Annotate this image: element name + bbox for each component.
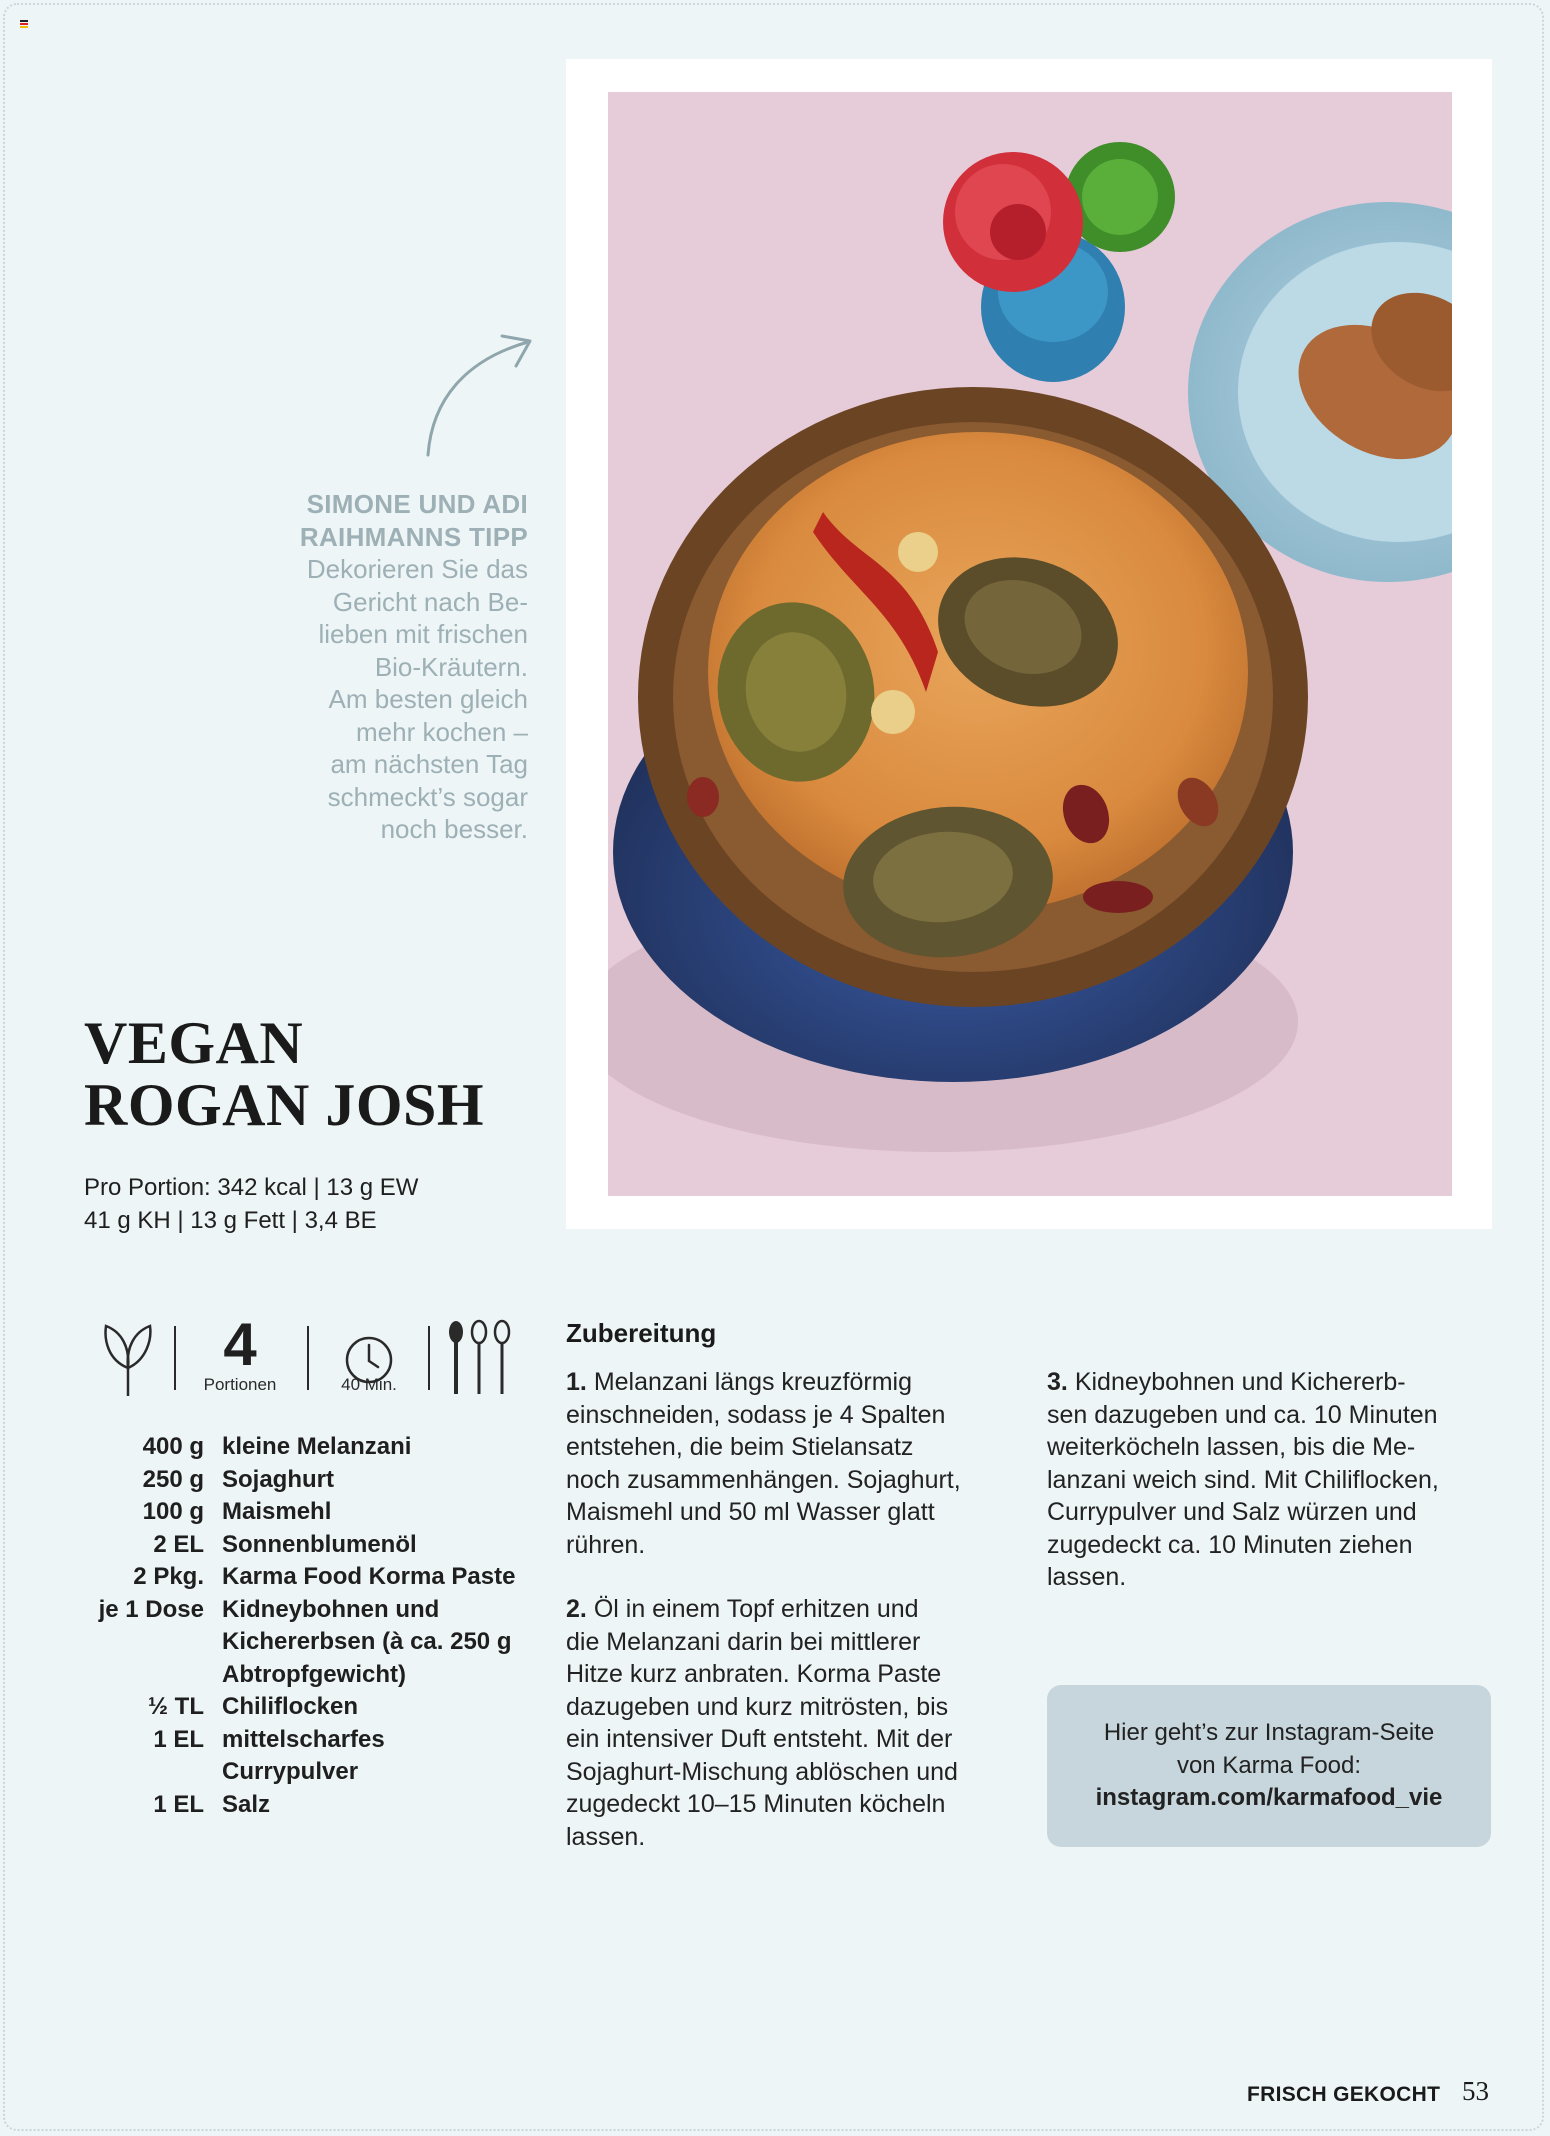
step-line: Hitze kurz anbraten. Korma Paste bbox=[566, 1660, 942, 1688]
tip-line: schmeckt’s sogar bbox=[327, 781, 528, 812]
title-line1: VEGAN bbox=[84, 1010, 304, 1076]
instagram-link[interactable]: instagram.com/karmafood_vie bbox=[1095, 1784, 1443, 1812]
ingredient-row bbox=[84, 1529, 534, 1562]
instagram-line2: von Karma Food: bbox=[1176, 1751, 1362, 1779]
ingredient-row bbox=[84, 1431, 534, 1464]
ingredient-qty: ½ TL bbox=[147, 1693, 204, 1720]
recipe-title bbox=[84, 1012, 554, 1136]
step-line: noch zusammenhängen. Sojaghurt, bbox=[566, 1465, 961, 1494]
step-1 bbox=[566, 1366, 1016, 1561]
step-line: lassen. bbox=[1047, 1563, 1127, 1591]
ingredient-qty: 2 Pkg. bbox=[133, 1563, 204, 1590]
ingredient-row bbox=[84, 1724, 534, 1757]
tip-line: Dekorieren Sie das bbox=[306, 554, 528, 584]
ingredient-row bbox=[84, 1789, 534, 1822]
divider bbox=[174, 1326, 176, 1390]
ingredient-name: Salz bbox=[222, 1790, 271, 1818]
divider bbox=[428, 1326, 430, 1390]
servings-number: 4 bbox=[223, 1311, 257, 1378]
ingredient-qty: 2 EL bbox=[153, 1530, 204, 1558]
ingredient-row bbox=[84, 1659, 534, 1692]
ingredient-name: Sojaghurt bbox=[222, 1465, 334, 1493]
ingredient-qty: 400 g bbox=[142, 1433, 204, 1460]
step-line: weiterköcheln lassen, bis die Me- bbox=[1047, 1433, 1416, 1461]
ingredient-qty: 250 g bbox=[142, 1465, 204, 1493]
tip-line: Gericht nach Be- bbox=[332, 586, 528, 617]
curry-dish-photo bbox=[608, 92, 1452, 1196]
photo-frame bbox=[566, 59, 1492, 1229]
ingredient-qty: 1 EL bbox=[153, 1790, 204, 1818]
step-line: Maismehl und 50 ml Wasser glatt bbox=[566, 1498, 935, 1526]
nutrition-line1: Pro Portion: 342 kcal | 13 g EW bbox=[84, 1174, 419, 1201]
step-line: dazugeben und kurz mitrösten, bis bbox=[566, 1692, 949, 1721]
step-line: Currypulver und Salz würzen und bbox=[1047, 1498, 1417, 1526]
step-number: 1. bbox=[566, 1368, 587, 1396]
ingredient-name: kleine Melanzani bbox=[222, 1433, 412, 1460]
step-line: Kidneybohnen und Kichererb- bbox=[1074, 1368, 1406, 1396]
plant-icon bbox=[100, 1318, 160, 1398]
step-number: 2. bbox=[566, 1595, 587, 1623]
chef-tip bbox=[230, 488, 528, 846]
title-line2: ROGAN JOSH bbox=[84, 1072, 485, 1138]
ingredient-name: Abtropfgewicht) bbox=[222, 1660, 406, 1688]
instagram-line1: Hier geht’s zur Instagram-Seite bbox=[1103, 1719, 1435, 1747]
ingredient-qty bbox=[84, 1756, 222, 1789]
step-line: zugedeckt ca. 10 Minuten ziehen bbox=[1047, 1530, 1413, 1559]
ingredient-row bbox=[84, 1496, 534, 1529]
ingredient-list bbox=[84, 1431, 534, 1821]
step-line: lassen. bbox=[566, 1822, 646, 1851]
preparation-column-2 bbox=[1047, 1366, 1497, 1626]
tip-line: mehr kochen – bbox=[356, 716, 528, 747]
step-line: ein intensiver Duft entsteht. Mit der bbox=[566, 1725, 953, 1753]
ingredient-qty: je 1 Dose bbox=[98, 1595, 204, 1623]
tip-line: lieben mit frischen bbox=[318, 619, 528, 649]
ingredient-name: Sonnenblumenöl bbox=[222, 1530, 417, 1558]
ingredient-name: Kidneybohnen und bbox=[222, 1595, 440, 1623]
nutrition-line2: 41 g KH | 13 g Fett | 3,4 BE bbox=[84, 1207, 377, 1234]
time-label: 40 Min. bbox=[341, 1375, 397, 1394]
step-3 bbox=[1047, 1366, 1497, 1594]
ingredient-row bbox=[84, 1464, 534, 1497]
preparation-heading: Zubereitung bbox=[566, 1318, 717, 1348]
ingredient-name: Maismehl bbox=[222, 1498, 332, 1525]
step-line: zugedeckt 10–15 Minuten köcheln bbox=[566, 1790, 946, 1818]
preparation-column-1 bbox=[566, 1366, 1016, 1885]
curved-arrow-icon bbox=[410, 330, 540, 460]
tip-line: am nächsten Tag bbox=[330, 749, 528, 779]
instagram-box[interactable] bbox=[1047, 1685, 1491, 1847]
step-line: sen dazugeben und ca. 10 Minuten bbox=[1047, 1400, 1438, 1429]
ingredient-qty: 1 EL bbox=[153, 1725, 204, 1753]
tip-title-line2: RAIHMANNS TIPP bbox=[299, 521, 528, 552]
tip-line: noch besser. bbox=[380, 814, 528, 844]
step-2 bbox=[566, 1593, 1016, 1853]
step-line: die Melanzani darin bei mittlerer bbox=[566, 1627, 921, 1656]
step-line: entstehen, die beim Stielansatz bbox=[566, 1433, 914, 1461]
step-line: Sojaghurt-Mischung ablöschen und bbox=[566, 1757, 958, 1786]
ingredient-name: Chiliflocken bbox=[222, 1693, 359, 1720]
utensils-icon bbox=[442, 1318, 518, 1398]
step-line: Öl in einem Topf erhitzen und bbox=[593, 1595, 919, 1623]
ingredient-row bbox=[84, 1691, 534, 1724]
flag-icon bbox=[20, 20, 28, 28]
page-number: 53 bbox=[1462, 2076, 1489, 2106]
step-line: lanzani weich sind. Mit Chiliflocken, bbox=[1047, 1465, 1439, 1494]
ingredient-name: Kichererbsen (à ca. 250 g bbox=[222, 1628, 512, 1655]
ingredient-row bbox=[84, 1626, 534, 1659]
step-number: 3. bbox=[1047, 1368, 1068, 1396]
nutrition-info bbox=[84, 1171, 544, 1237]
tip-line: Am besten gleich bbox=[328, 684, 528, 714]
servings-label: Portionen bbox=[203, 1375, 277, 1394]
ingredient-name: mittelscharfes bbox=[222, 1725, 385, 1753]
tip-line: Bio-Kräutern. bbox=[374, 651, 528, 682]
ingredient-row bbox=[84, 1756, 534, 1789]
ingredient-row bbox=[84, 1561, 534, 1594]
tip-title-line1: SIMONE UND ADI bbox=[306, 489, 528, 519]
ingredient-qty bbox=[84, 1626, 222, 1659]
divider bbox=[307, 1326, 309, 1390]
ingredient-row bbox=[84, 1594, 534, 1627]
step-line: Melanzani längs kreuzförmig bbox=[593, 1368, 913, 1396]
ingredient-qty: 100 g bbox=[142, 1498, 204, 1525]
ingredient-name: Karma Food Korma Paste bbox=[222, 1563, 516, 1590]
section-label: FRISCH GEKOCHT bbox=[1247, 2083, 1441, 2106]
ingredient-name: Currypulver bbox=[222, 1758, 359, 1785]
step-line: einschneiden, sodass je 4 Spalten bbox=[566, 1400, 946, 1429]
ingredient-qty bbox=[84, 1659, 222, 1692]
step-line: rühren. bbox=[566, 1530, 646, 1559]
